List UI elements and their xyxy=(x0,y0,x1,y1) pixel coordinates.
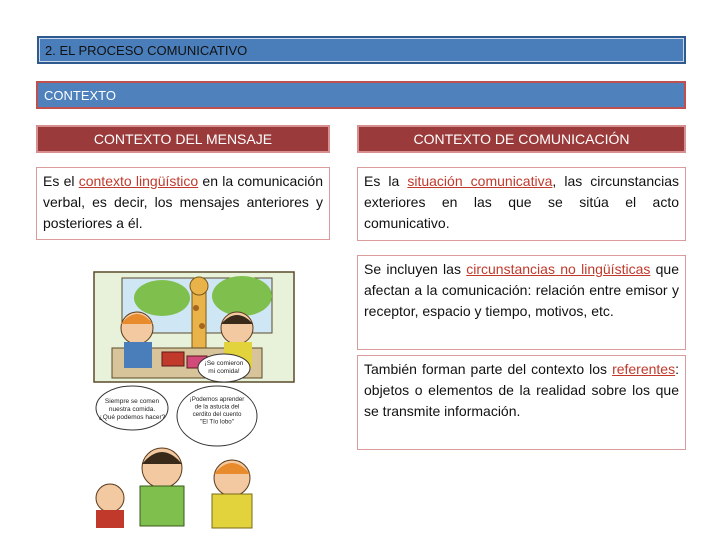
message-context-definition xyxy=(36,167,330,240)
definition-text: : objetos o elementos de la realidad sobre los que se transmite información. xyxy=(364,361,679,419)
definition-text: Es la xyxy=(364,173,408,189)
communication-context-heading: CONTEXTO DE COMUNICACIÓN xyxy=(357,125,686,153)
message-context-heading: CONTEXTO DEL MENSAJE xyxy=(36,125,330,153)
highlighted-term: circunstancias no lingüísticas xyxy=(466,261,651,277)
section-label: CONTEXTO xyxy=(44,88,116,103)
definition-text: que afectan a la comunicación: relación entre emisor y receptor, espacio y tiempo, motivos, etc. xyxy=(364,261,680,319)
definition-text: También forman parte del contexto los xyxy=(364,361,613,377)
definition-text: en la comunicación verbal, es decir, los mensajes anteriores y posteriores a él. xyxy=(43,173,323,231)
definition-text: Es el xyxy=(43,173,79,189)
speech-bubble-1: Siempre se comen nuestra comida. ¿Qué podemos hacer? xyxy=(98,398,166,421)
children-cartoon-illustration xyxy=(92,268,298,530)
page-title-bar xyxy=(37,36,686,64)
highlighted-term: situación comunicativa xyxy=(407,173,553,189)
section-bar xyxy=(36,81,686,109)
referents-box xyxy=(357,355,686,450)
definition-text: , las circunstancias exteriores en las que se sitúa el acto comunicativo. xyxy=(364,173,679,231)
speech-bubble-3: ¡Se comieron mi comida! xyxy=(204,360,244,375)
highlighted-term: referentes xyxy=(612,361,676,377)
non-linguistic-circumstances-box xyxy=(357,255,686,350)
definition-text: Se incluyen las xyxy=(364,261,467,277)
page-title: 2. EL PROCESO COMUNICATIVO xyxy=(45,43,248,58)
speech-bubble-2: ¡Podemos aprender de la astucia del cerdito del cuento "El Tío lobo" xyxy=(189,396,245,426)
communication-context-definition xyxy=(357,167,686,241)
highlighted-term: contexto lingüístico xyxy=(78,173,199,189)
